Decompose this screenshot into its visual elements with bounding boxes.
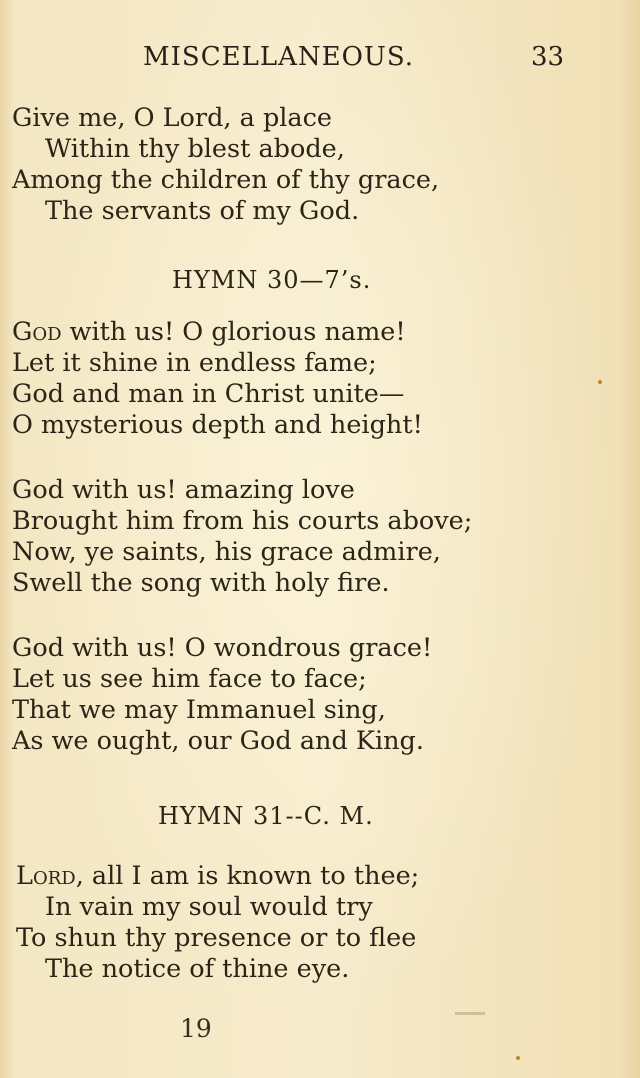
signature-mark: 19 <box>180 1014 212 1043</box>
verse-line: In vain my soul would try <box>45 892 373 922</box>
verse-line: God with us! O glorious name! <box>12 317 406 347</box>
page-number: 33 <box>531 42 565 72</box>
verse-line: That we may Immanuel sing, <box>12 695 386 725</box>
verse-line: As we ought, our God and King. <box>12 726 424 756</box>
verse-line: Give me, O Lord, a place <box>12 103 332 133</box>
verse-line: God with us! amazing love <box>12 475 355 505</box>
verse-line: Swell the song with holy fire. <box>12 568 390 598</box>
ink-smudge <box>455 1012 485 1015</box>
verse-line: Lord, all I am is known to thee; <box>16 861 420 891</box>
verse-line: God with us! O wondrous grace! <box>12 633 433 663</box>
hymn-title: HYMN 30—7’s. <box>172 266 372 294</box>
verse-line: Among the children of thy grace, <box>12 165 440 195</box>
verse-line: The notice of thine eye. <box>45 954 350 984</box>
hymn-title: HYMN 31--C. M. <box>158 802 374 830</box>
verse-line: God and man in Christ unite— <box>12 379 405 409</box>
verse-line: The servants of my God. <box>45 196 360 226</box>
verse-line: Let it shine in endless fame; <box>12 348 377 378</box>
verse-line: Now, ye saints, his grace admire, <box>12 537 441 567</box>
paper-speck <box>598 380 602 384</box>
paper-speck <box>516 1056 520 1060</box>
verse-line: Within thy blest abode, <box>45 134 345 164</box>
verse-line: Let us see him face to face; <box>12 664 367 694</box>
running-title: MISCELLANEOUS. <box>143 42 414 72</box>
verse-line: O mysterious depth and height! <box>12 410 423 440</box>
verse-line: To shun thy presence or to flee <box>16 923 417 953</box>
verse-line: Brought him from his courts above; <box>12 506 473 536</box>
